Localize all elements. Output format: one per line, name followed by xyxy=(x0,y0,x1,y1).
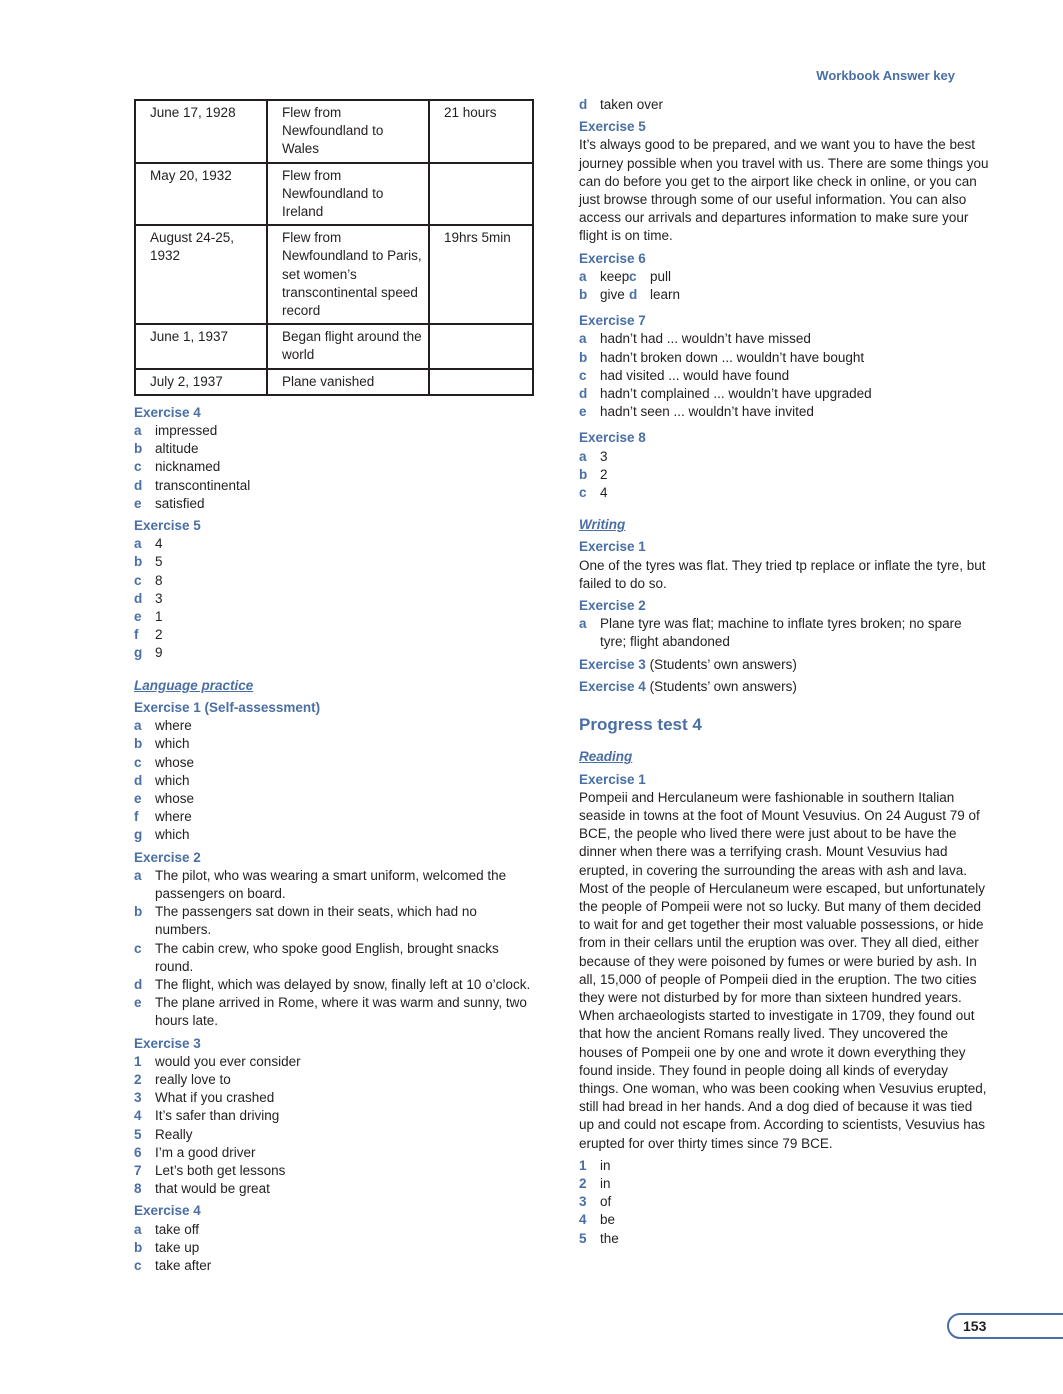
item-letter: 5 xyxy=(579,1230,587,1246)
list-item xyxy=(134,976,534,994)
item-letter: 7 xyxy=(134,1162,142,1178)
list-item xyxy=(579,448,989,466)
reading-exercise-1-heading: Exercise 1 xyxy=(579,771,646,787)
item-text: that would be great xyxy=(155,1181,270,1197)
item-text: 8 xyxy=(155,572,163,588)
writing-heading: Writing xyxy=(579,517,626,533)
item-letter: b xyxy=(134,736,143,752)
item-text: hadn’t seen ... wouldn’t have invited xyxy=(600,404,814,420)
pair-row xyxy=(579,268,989,286)
list-item xyxy=(579,1157,989,1175)
item-letter: 6 xyxy=(134,1144,142,1160)
list-item xyxy=(134,790,534,808)
table-cell-time: 21 hours xyxy=(429,100,533,163)
exercise-5-list xyxy=(134,535,534,662)
item-letter: 4 xyxy=(579,1212,587,1228)
list-item xyxy=(134,1126,534,1144)
r-exercise-8-list xyxy=(579,448,989,503)
item-text: satisfied xyxy=(155,495,205,511)
table-cell-time xyxy=(429,369,533,395)
list-item xyxy=(134,553,534,571)
item-letter: c xyxy=(579,367,587,383)
header-title: Workbook Answer key xyxy=(816,68,955,83)
exercise-4-list xyxy=(134,422,534,513)
item-text: take after xyxy=(155,1257,212,1273)
item-letter: a xyxy=(579,448,587,464)
item-letter: e xyxy=(134,609,142,625)
item-letter: 3 xyxy=(579,1194,587,1210)
page-number-badge xyxy=(947,1313,1063,1339)
list-item xyxy=(134,458,534,476)
item-letter: d xyxy=(134,590,143,606)
w-exercise-3-tail: (Students’ own answers) xyxy=(649,656,797,672)
list-item xyxy=(579,403,989,421)
w-exercise-3-title: Exercise 3 xyxy=(579,656,646,672)
item-text: Let’s both get lessons xyxy=(155,1162,286,1178)
table-row xyxy=(135,100,533,163)
item-text: the xyxy=(600,1230,619,1246)
list-item xyxy=(134,826,534,844)
pair-item xyxy=(579,268,629,286)
item-text: pull xyxy=(650,268,672,284)
progress-test-title: Progress test 4 xyxy=(579,715,702,735)
item-text: keep xyxy=(600,268,630,284)
item-letter: e xyxy=(134,495,142,511)
list-item xyxy=(134,535,534,553)
list-item xyxy=(579,349,989,367)
item-letter: c xyxy=(134,459,142,475)
list-item xyxy=(579,330,989,348)
item-text: be xyxy=(600,1212,616,1228)
item-text: learn xyxy=(650,287,681,303)
item-letter: c xyxy=(134,1257,142,1273)
item-text: altitude xyxy=(155,441,199,457)
lp-exercise-2-heading: Exercise 2 xyxy=(134,849,201,865)
item-text: which xyxy=(155,772,190,788)
item-text: which xyxy=(155,827,190,843)
list-item xyxy=(134,1071,534,1089)
item-text: had visited ... would have found xyxy=(600,367,790,383)
item-text: It’s safer than driving xyxy=(155,1108,280,1124)
table-row xyxy=(135,369,533,395)
w-exercise-4-title: Exercise 4 xyxy=(579,678,646,694)
item-letter: b xyxy=(134,1239,143,1255)
item-text: nicknamed xyxy=(155,459,221,475)
item-text: The flight, which was delayed by snow, finally left at 10 o’clock. xyxy=(155,976,531,992)
list-item xyxy=(134,772,534,790)
item-letter: e xyxy=(134,995,142,1011)
language-practice-heading: Language practice xyxy=(134,677,254,693)
item-text: The pilot, who was wearing a smart uniform, welcomed the passengers on board. xyxy=(155,867,507,901)
item-letter: b xyxy=(134,904,143,920)
page-number: 153 xyxy=(963,1318,987,1334)
lp-exercise-2-list xyxy=(134,867,534,1031)
list-item xyxy=(134,1144,534,1162)
history-table xyxy=(134,99,534,396)
item-letter: d xyxy=(579,386,588,402)
r-exercise-7-list xyxy=(579,330,989,421)
exercise-4-heading: Exercise 4 xyxy=(134,404,201,420)
lp-exercise-1-list xyxy=(134,717,534,844)
item-text: impressed xyxy=(155,423,218,439)
table-cell-event: Plane vanished xyxy=(267,369,429,395)
list-item xyxy=(579,1211,989,1229)
table-row xyxy=(135,225,533,324)
list-item xyxy=(134,903,534,939)
item-letter: 2 xyxy=(579,1175,587,1191)
item-letter: d xyxy=(134,772,143,788)
list-item xyxy=(134,477,534,495)
list-item xyxy=(134,735,534,753)
list-item xyxy=(134,1257,534,1275)
item-letter: a xyxy=(134,423,142,439)
item-letter: b xyxy=(134,554,143,570)
pair-row xyxy=(579,286,989,304)
table-row xyxy=(135,163,533,226)
item-text: transcontinental xyxy=(155,477,251,493)
table-cell-time: 19hrs 5min xyxy=(429,225,533,324)
item-text: would you ever consider xyxy=(155,1053,301,1069)
list-item xyxy=(134,1089,534,1107)
list-item xyxy=(579,615,989,651)
item-letter: 1 xyxy=(134,1053,142,1069)
item-text: which xyxy=(155,736,190,752)
table-cell-event: Flew from Newfoundland to Ireland xyxy=(267,163,429,226)
item-letter: a xyxy=(579,268,587,284)
item-letter: a xyxy=(134,536,142,552)
list-item xyxy=(134,422,534,440)
item-letter: 4 xyxy=(134,1108,142,1124)
item-text: whose xyxy=(155,754,195,770)
r-exercise-5-text: It’s always good to be prepared, and we want you to have the best journey possible when you travel with us. There are some things you can do before you get to the airport like check in online, or you can just browse through some of our useful information. You can also access our arrivals and departures information to make sure your flight is on time. xyxy=(579,137,989,244)
item-letter: d xyxy=(629,287,638,303)
item-letter: d xyxy=(134,477,143,493)
pair-item xyxy=(629,286,679,304)
table-cell-date: July 2, 1937 xyxy=(135,369,267,395)
item-text: What if you crashed xyxy=(155,1090,275,1106)
lp-exercise-4-list xyxy=(134,1221,534,1276)
item-text: in xyxy=(600,1157,611,1173)
item-letter: c xyxy=(134,754,142,770)
list-item xyxy=(134,867,534,903)
w-exercise-1-heading: Exercise 1 xyxy=(579,539,646,555)
r-exercise-5-heading: Exercise 5 xyxy=(579,119,646,135)
list-item xyxy=(134,1239,534,1257)
item-letter: b xyxy=(579,466,588,482)
item-text: hadn’t complained ... wouldn’t have upgraded xyxy=(600,386,872,402)
item-letter: f xyxy=(134,809,139,825)
list-item xyxy=(134,626,534,644)
item-text: take up xyxy=(155,1239,200,1255)
item-letter: c xyxy=(579,485,587,501)
item-letter: g xyxy=(134,645,143,661)
item-text: 9 xyxy=(155,645,163,661)
item-text: I’m a good driver xyxy=(155,1144,256,1160)
item-text: 5 xyxy=(155,554,163,570)
list-item xyxy=(134,590,534,608)
item-letter: a xyxy=(579,331,587,347)
item-letter: d xyxy=(579,97,588,112)
item-text: 3 xyxy=(600,448,608,464)
table-cell-date: May 20, 1932 xyxy=(135,163,267,226)
left-column xyxy=(134,99,534,1275)
list-item xyxy=(134,440,534,458)
item-text: whose xyxy=(155,790,195,806)
item-letter: c xyxy=(134,940,142,956)
list-item xyxy=(134,994,534,1030)
item-text: hadn’t had ... wouldn’t have missed xyxy=(600,331,811,347)
table-row xyxy=(135,324,533,368)
item-letter: 8 xyxy=(134,1181,142,1197)
table-cell-time xyxy=(429,163,533,226)
list-item xyxy=(134,572,534,590)
w-exercise-3-heading xyxy=(579,656,989,674)
list-item xyxy=(579,96,989,114)
item-letter: 5 xyxy=(134,1126,142,1142)
w-exercise-1-text: One of the tyres was flat. They tried tp replace or inflate the tyre, but failed to do so. xyxy=(579,557,986,591)
list-item xyxy=(134,1053,534,1071)
item-letter: b xyxy=(134,441,143,457)
w-exercise-4-heading xyxy=(579,678,989,696)
item-text: 3 xyxy=(155,590,163,606)
w-exercise-4-tail: (Students’ own answers) xyxy=(649,678,797,694)
list-item xyxy=(579,1193,989,1211)
item-letter: e xyxy=(579,404,587,420)
list-item xyxy=(134,1221,534,1239)
item-text: 2 xyxy=(600,466,608,482)
pair-item xyxy=(629,268,679,286)
table-cell-event: Flew from Newfoundland to Paris, set women’s transcontinental speed record xyxy=(267,225,429,324)
lp-exercise-3-list xyxy=(134,1053,534,1199)
table-cell-date: June 1, 1937 xyxy=(135,324,267,368)
list-item xyxy=(134,1162,534,1180)
item-text: 1 xyxy=(155,609,163,625)
list-item xyxy=(579,1175,989,1193)
item-text: 4 xyxy=(600,485,608,501)
list-item xyxy=(134,808,534,826)
history-table-body xyxy=(135,100,533,395)
table-cell-time xyxy=(429,324,533,368)
list-item xyxy=(134,644,534,662)
reading-exercise-1-text: Pompeii and Herculaneum were fashionable in southern Italian seaside in towns at the foot of Mount Vesuvius. On 24 August 79 of BCE, the people who lived there were just about to be have the dinner when there was a terrifying crash. Mount Vesuvius had erupted, in covering the surrounding the areas with ash and lava. Most of the people of Herculaneum were escaped, but unfortunately the people of Pompeii were not so lucky. But many of them decided to wait for and get together their most valuable possessions, or hide from in their cellars until the eruption was over. They all died, either because of they were poisoned by fumes or were buried by ash. In all, 15,000 of people of Pompeii died in the eruption. The two cities they were not disturbed by for more than sixteen hundred years. When archaeologists started to investigate in 1709, they found out that how the ancient Romans really lived. They uncovered the houses of Pompeii one by one and wrote it down everything they found inside. They found in people doing all kinds of everyday things. One woman, who was been cooking when Vesuvius erupted, still had bread in her hands. And a dog died of because it was tied up and could not escape from. According to scientists, Vesuvius has erupted for over thirty times since 79 BCE. xyxy=(579,789,987,1151)
item-text: give xyxy=(600,287,625,303)
item-letter: c xyxy=(134,572,142,588)
list-item xyxy=(134,495,534,513)
list-item xyxy=(579,466,989,484)
exercise-5-heading: Exercise 5 xyxy=(134,518,201,534)
list-item xyxy=(134,754,534,772)
item-text: where xyxy=(155,809,192,825)
table-cell-date: June 17, 1928 xyxy=(135,100,267,163)
table-cell-date: August 24-25, 1932 xyxy=(135,225,267,324)
item-text: The plane arrived in Rome, where it was warm and sunny, two hours late. xyxy=(155,995,527,1029)
list-item xyxy=(579,385,989,403)
item-letter: c xyxy=(629,268,637,284)
right-column xyxy=(579,96,989,1248)
item-letter: 2 xyxy=(134,1071,142,1087)
item-text: where xyxy=(155,718,192,734)
pair-item xyxy=(579,286,629,304)
list-item xyxy=(579,1230,989,1248)
item-letter: b xyxy=(579,349,588,365)
item-letter: a xyxy=(134,718,142,734)
item-letter: a xyxy=(579,616,587,632)
item-letter: f xyxy=(134,627,139,643)
list-item xyxy=(134,940,534,976)
item-letter: d xyxy=(134,976,143,992)
item-letter: 1 xyxy=(579,1157,587,1173)
item-letter: 3 xyxy=(134,1090,142,1106)
lp-exercise-4-heading: Exercise 4 xyxy=(134,1203,201,1219)
r-exercise-7-heading: Exercise 7 xyxy=(579,313,646,329)
item-text: hadn’t broken down ... wouldn’t have bought xyxy=(600,349,865,365)
item-text: of xyxy=(600,1194,612,1210)
item-text: in xyxy=(600,1175,611,1191)
list-item xyxy=(134,717,534,735)
reading-exercise-1-list xyxy=(579,1157,989,1248)
list-item xyxy=(134,1180,534,1198)
item-letter: a xyxy=(134,867,142,883)
item-text: take off xyxy=(155,1221,200,1237)
item-letter: b xyxy=(579,287,588,303)
item-text: really love to xyxy=(155,1071,231,1087)
table-cell-event: Began flight around the world xyxy=(267,324,429,368)
table-cell-event: Flew from Newfoundland to Wales xyxy=(267,100,429,163)
item-text: 2 xyxy=(155,627,163,643)
r-exercise-8-heading: Exercise 8 xyxy=(579,430,646,446)
w-exercise-2-list xyxy=(579,615,989,651)
list-item xyxy=(579,484,989,502)
r-exercise-6-pairs xyxy=(579,268,989,304)
item-letter: g xyxy=(134,827,143,843)
item-text: taken over xyxy=(600,97,664,112)
item-text: The passengers sat down in their seats, which had no numbers. xyxy=(155,904,477,938)
lp-exercise-3-heading: Exercise 3 xyxy=(134,1035,201,1051)
item-text: Really xyxy=(155,1126,193,1142)
list-item xyxy=(134,608,534,626)
lp-exercise-1-heading: Exercise 1 (Self-assessment) xyxy=(134,699,321,715)
item-text: Plane tyre was flat; machine to inflate tyres broken; no spare tyre; flight abandoned xyxy=(600,616,962,650)
w-exercise-2-heading: Exercise 2 xyxy=(579,598,646,614)
list-item xyxy=(134,1107,534,1125)
item-letter: e xyxy=(134,790,142,806)
item-text: 4 xyxy=(155,536,163,552)
item-text: The cabin crew, who spoke good English, brought snacks round. xyxy=(155,940,499,974)
reading-heading: Reading xyxy=(579,749,633,765)
list-item xyxy=(579,367,989,385)
item-letter: a xyxy=(134,1221,142,1237)
r-exercise-6-heading: Exercise 6 xyxy=(579,250,646,266)
